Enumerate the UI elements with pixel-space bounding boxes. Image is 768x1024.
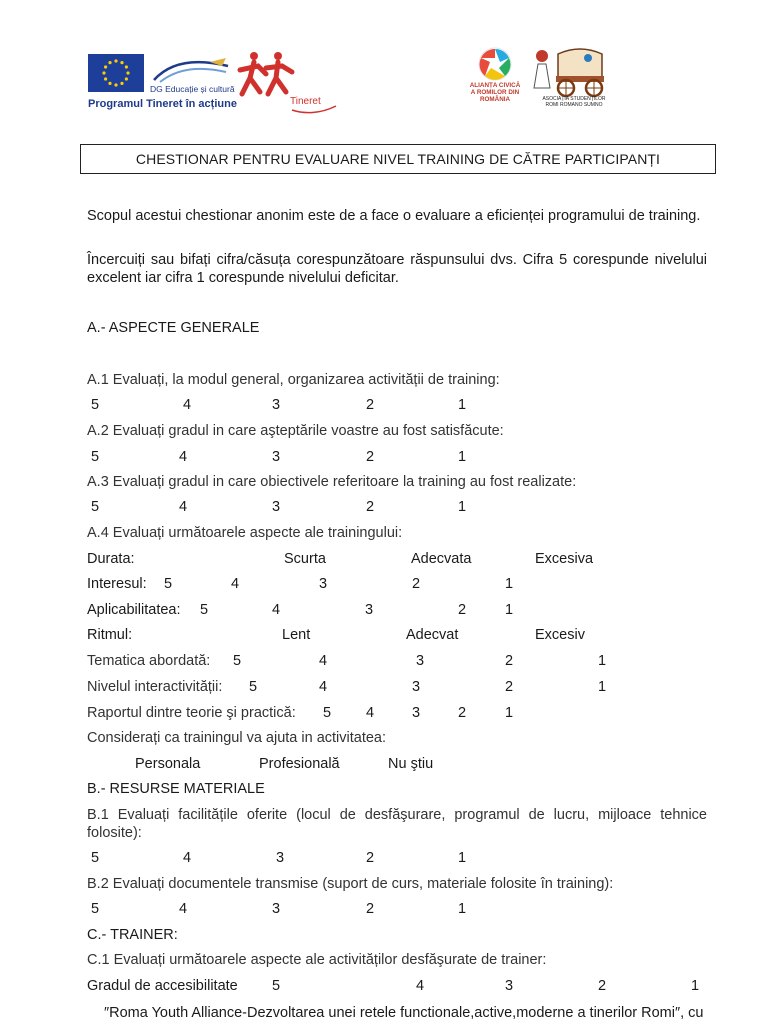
raportul-label: Raportul dintre teorie şi practică:	[87, 705, 296, 721]
dg-swoosh-logo	[150, 52, 230, 86]
scale-option-4[interactable]: 4	[366, 705, 375, 721]
ritmul-option-excesiv[interactable]: Excesiv	[535, 627, 585, 643]
scale-option-4[interactable]: 4	[416, 978, 425, 994]
scale-option-5[interactable]: 5	[91, 901, 100, 917]
scale-option-5[interactable]: 5	[272, 978, 281, 994]
scale-option-1[interactable]: 1	[505, 602, 514, 618]
scale-option-4[interactable]: 4	[272, 602, 281, 618]
ritmul-label: Ritmul:	[87, 627, 133, 643]
scale-option-4[interactable]: 4	[231, 576, 240, 592]
ritmul-option-adecvat[interactable]: Adecvat	[406, 627, 459, 643]
scale-option-2[interactable]: 2	[366, 499, 375, 515]
scale-option-2[interactable]: 2	[458, 602, 467, 618]
scale-option-5[interactable]: 5	[164, 576, 173, 592]
scale-option-1[interactable]: 1	[691, 978, 700, 994]
scale-option-3[interactable]: 3	[412, 679, 421, 695]
durata-option-excesiva[interactable]: Excesiva	[535, 551, 594, 567]
scale-option-4[interactable]: 4	[179, 449, 188, 465]
scale-option-2[interactable]: 2	[505, 679, 514, 695]
scale-option-5[interactable]: 5	[323, 705, 332, 721]
scale-option-2[interactable]: 2	[598, 978, 607, 994]
scale-option-3[interactable]: 3	[272, 901, 281, 917]
tineret-swoosh	[290, 104, 338, 114]
question-considerati: Considerați ca trainingul va ajuta in activitatea:	[87, 730, 387, 746]
scale-option-4[interactable]: 4	[183, 850, 192, 866]
scale-option-1[interactable]: 1	[458, 901, 467, 917]
question-a4: A.4 Evaluați următoarele aspecte ale trainingului:	[87, 525, 403, 541]
question-b1: B.1 Evaluați facilitățile oferite (locul de desfăşurare, programul de lucru, mijloace tehnice folosite):	[87, 807, 707, 841]
page-title: CHESTIONAR PENTRU EVALUARE NIVEL TRAINING DE CĂTRE PARTICIPANȚI	[80, 144, 716, 174]
activity-option-nu-stiu[interactable]: Nu ştiu	[388, 756, 434, 772]
scale-option-3[interactable]: 3	[365, 602, 374, 618]
scale-option-3[interactable]: 3	[319, 576, 328, 592]
scale-option-2[interactable]: 2	[366, 850, 375, 866]
alianta-civica-text: ALIANȚA CIVICĂ A ROMILOR DIN ROMÂNIA	[469, 82, 521, 103]
ritmul-option-lent[interactable]: Lent	[282, 627, 311, 643]
scale-option-5[interactable]: 5	[249, 679, 258, 695]
scale-option-2[interactable]: 2	[412, 576, 421, 592]
scale-option-5[interactable]: 5	[91, 499, 100, 515]
asociatia-studentilor-romi-logo	[530, 44, 614, 98]
scale-option-2[interactable]: 2	[505, 653, 514, 669]
scale-option-1[interactable]: 1	[458, 850, 467, 866]
scale-option-3[interactable]: 3	[412, 705, 421, 721]
scale-option-1[interactable]: 1	[458, 397, 467, 413]
scale-option-1[interactable]: 1	[458, 499, 467, 515]
scale-option-2[interactable]: 2	[366, 397, 375, 413]
scale-option-4[interactable]: 4	[179, 499, 188, 515]
scale-option-1[interactable]: 1	[598, 679, 607, 695]
durata-option-adecvata[interactable]: Adecvata	[411, 551, 472, 567]
scale-option-1[interactable]: 1	[505, 705, 514, 721]
question-a2: A.2 Evaluați gradul in care aşteptările voastre au fost satisfăcute:	[87, 423, 504, 439]
eu-flag-logo	[88, 54, 144, 92]
scale-option-3[interactable]: 3	[276, 850, 285, 866]
scale-option-1[interactable]: 1	[598, 653, 607, 669]
scale-option-3[interactable]: 3	[416, 653, 425, 669]
aplicabilitatea-label: Aplicabilitatea:	[87, 602, 181, 618]
intro-instructions: Încercuiți sau bifați cifra/căsuța corespunzătoare răspunsului dvs. Cifra 5 corespunde nivelului excelent iar cifra 1 corespunde nivelului deficitar.	[87, 252, 707, 286]
programme-text: Programul Tineret în acțiune	[88, 98, 237, 110]
scale-option-5[interactable]: 5	[91, 397, 100, 413]
question-a1: A.1 Evaluați, la modul general, organizarea activității de training:	[87, 372, 500, 388]
section-a-heading: A.- ASPECTE GENERALE	[87, 320, 260, 336]
scale-option-4[interactable]: 4	[319, 679, 328, 695]
scale-option-3[interactable]: 3	[272, 449, 281, 465]
tematica-label: Tematica abordată:	[87, 653, 211, 669]
activity-option-profesionala[interactable]: Profesională	[259, 756, 340, 772]
gradul-accesibilitate-label: Gradul de accesibilitate	[87, 978, 238, 994]
tineret-text: Tineret	[290, 96, 321, 107]
scale-option-4[interactable]: 4	[179, 901, 188, 917]
scale-option-5[interactable]: 5	[200, 602, 209, 618]
activity-option-personala[interactable]: Personala	[135, 756, 201, 772]
durata-option-scurta[interactable]: Scurta	[284, 551, 326, 567]
scale-option-1[interactable]: 1	[505, 576, 514, 592]
intro-purpose: Scopul acestui chestionar anonim este de a face o evaluare a eficienței programului de training.	[87, 208, 701, 224]
scale-option-2[interactable]: 2	[366, 901, 375, 917]
scale-option-4[interactable]: 4	[319, 653, 328, 669]
scale-option-3[interactable]: 3	[272, 397, 281, 413]
scale-option-3[interactable]: 3	[272, 499, 281, 515]
dg-education-text: DG Educație și cultură	[150, 84, 235, 94]
durata-label: Durata:	[87, 551, 135, 567]
question-c1: C.1 Evaluați următoarele aspecte ale activităților desfăşurate de trainer:	[87, 952, 547, 968]
scale-option-5[interactable]: 5	[91, 850, 100, 866]
scale-option-5[interactable]: 5	[233, 653, 242, 669]
scale-option-4[interactable]: 4	[183, 397, 192, 413]
scale-option-2[interactable]: 2	[458, 705, 467, 721]
tineret-figures-logo	[236, 48, 298, 104]
question-b2: B.2 Evaluați documentele transmise (suport de curs, materiale folosite în training):	[87, 876, 614, 892]
scale-option-3[interactable]: 3	[505, 978, 514, 994]
nivelul-label: Nivelul interactivității:	[87, 679, 223, 695]
scale-option-1[interactable]: 1	[458, 449, 467, 465]
interesul-label: Interesul:	[87, 576, 147, 592]
asociatia-text: ASOCIAȚIA STUDENȚILOR ROMI ROMANO SUMNO	[542, 96, 606, 108]
section-b-heading: B.- RESURSE MATERIALE	[87, 781, 265, 797]
question-a3: A.3 Evaluați gradul in care obiectivele referitoare la training au fost realizate:	[87, 474, 577, 490]
scale-option-2[interactable]: 2	[366, 449, 375, 465]
footer-text: ″Roma Youth Alliance-Dezvoltarea unei retele functionale,active,moderne a tinerilor Romi″, cu	[104, 1005, 704, 1021]
section-c-heading: C.- TRAINER:	[87, 927, 178, 943]
scale-option-5[interactable]: 5	[91, 449, 100, 465]
